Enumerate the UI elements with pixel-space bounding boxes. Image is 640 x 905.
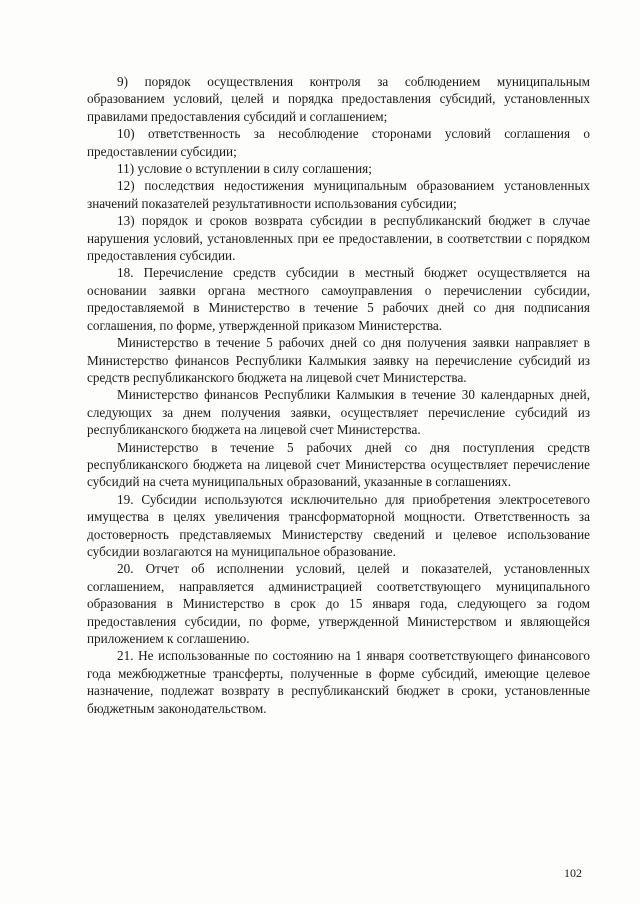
paragraph-section-19: 19. Субсидии используются исключительно для приобретения электросетевого имущества в целях увеличения трансформаторной мощности. Ответственность за достоверность представляемых Министерству сведений и целевое использование субсидии возлагаются на муниципальное образование. xyxy=(87,491,590,559)
paragraph-finance-ministry: Министерство финансов Республики Калмыкия в течение 30 календарных дней, следующих за днем получения заявки, осуществляет перечисление субсидий из республиканского бюджета на лицевой счет Министерства. xyxy=(87,387,590,438)
paragraph-item-12: 12) последствия недостижения муниципальным образованием установленных значений показателей результативности использования субсидии; xyxy=(87,178,590,211)
paragraph-item-13: 13) порядок и сроков возврата субсидии в республиканский бюджет в случае нарушения условий, установленных при ее предоставлении, в соответствии с порядком предоставления субсидии. xyxy=(87,213,590,264)
paragraph-ministry-transfer: Министерство в течение 5 рабочих дней со дня поступления средств республиканского бюджета на лицевой счет Министерства осуществляет перечисление субсидий на счета муниципальных образований, указанные в соглашениях. xyxy=(87,439,590,490)
paragraph-item-10: 10) ответственность за несоблюдение сторонами условий соглашения о предоставлении субсидии; xyxy=(87,126,590,159)
document-body xyxy=(87,73,590,717)
paragraph-section-20: 20. Отчет об исполнении условий, целей и показателей, установленных соглашением, направляется администрацией соответствующего муниципального образования в Министерство в срок до 15 января года, следующего за годом предоставления субсидии, по форме, утвержденной Министерством и являющейся приложением к соглашению. xyxy=(87,561,590,646)
paragraph-item-9: 9) порядок осуществления контроля за соблюдением муниципальным образованием условий, целей и порядка предоставления субсидий, установленных правилами предоставления субсидий и соглашением; xyxy=(87,74,590,124)
paragraph-section-21: 21. Не использованные по состоянию на 1 января соответствующего финансового года межбюджетные трансферты, полученные в форме субсидий, имеющие целевое назначение, подлежат возврату в республиканский бюджет в сроки, установленные бюджетным законодательством. xyxy=(87,648,590,716)
page-number: 102 xyxy=(564,866,582,880)
paragraph-item-11: 11) условие о вступлении в силу соглашения; xyxy=(117,161,372,177)
paragraph-ministry-request: Министерство в течение 5 рабочих дней со дня получения заявки направляет в Министерство финансов Республики Калмыкия заявку на перечисление субсидий из средств республиканского бюджета на лицевой счет Министерства. xyxy=(87,335,590,385)
paragraph-section-18: 18. Перечисление средств субсидии в местный бюджет осуществляется на основании заявки органа местного самоуправления о перечислении субсидии, предоставляемой в Министерство в течение 5 рабочих дней со дня подписания соглашения, по форме, утвержденной приказом Министерства. xyxy=(87,265,590,333)
